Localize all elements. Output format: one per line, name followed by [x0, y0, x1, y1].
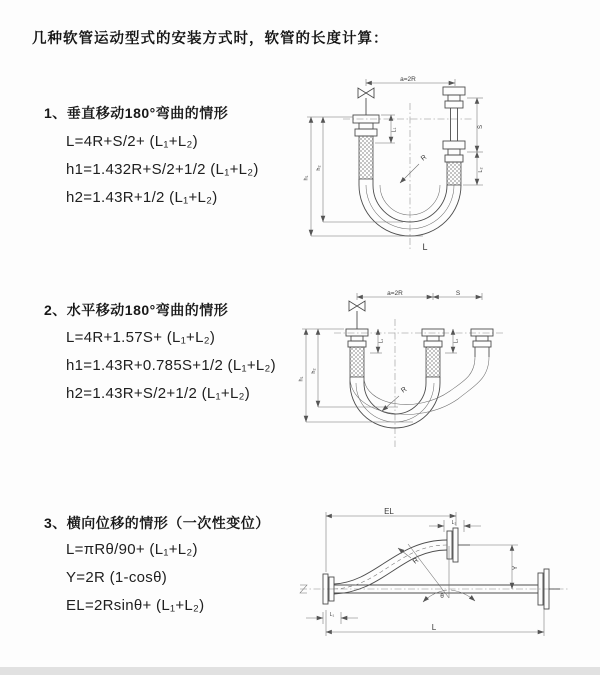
flange-plate [447, 531, 452, 559]
section-2-formula-h1: h1=1.43R+0.785S+1/2 (L₁+L₂) [66, 357, 276, 374]
section-3-formula-L: L=πRθ/90+ (L₁+L₂) [66, 541, 198, 558]
section-1-formula-L: L=4R+S/2+ (L₁+L₂) [66, 133, 198, 150]
dim-label-l2: L₂ [453, 338, 460, 344]
flange-middle [422, 329, 444, 377]
dim-label-y: Y [512, 565, 519, 571]
flange-plate [443, 87, 465, 95]
page-bottom-edge [0, 667, 600, 675]
radius-leader-line [382, 396, 399, 411]
dim-label-h2: h₂ [311, 368, 317, 374]
radius-label: R [400, 386, 409, 395]
flange-left [346, 329, 368, 377]
dim-label-h1: h₁ [298, 376, 305, 382]
dim-label-l1: L₁ [329, 612, 335, 618]
valve-icon [358, 88, 374, 98]
section-1-heading: 1、垂直移动180°弯曲的情形 [44, 105, 229, 121]
dim-label-h2: h₂ [316, 165, 322, 171]
flange-plate [445, 155, 463, 162]
flange-neck [448, 149, 460, 155]
section-2-formula-h2: h2=1.43R+S/2+1/2 (L₁+L₂) [66, 385, 251, 402]
valve-icon [349, 301, 365, 311]
section-3-heading: 3、横向位移的情形（一次性变位） [44, 515, 270, 531]
section-1-formula-h1: h1=1.432R+S/2+1/2 (L₁+L₂) [66, 161, 259, 178]
braided-hose-section [359, 136, 373, 179]
dim-label-a2r: a=2R [400, 76, 416, 83]
flange-plate [453, 528, 458, 562]
section-3-formula-EL: EL=2Rsinθ+ (L₁+L₂) [66, 597, 205, 614]
dim-label-el: EL [384, 507, 394, 516]
hose-centerline [334, 545, 447, 589]
dim-label-h1: h₁ [303, 175, 310, 181]
flange-plate [355, 129, 377, 136]
flange-plate [443, 141, 465, 149]
radius-leader-line [400, 164, 419, 183]
section-1-formula-h2: h2=1.43R+1/2 (L₁+L₂) [66, 189, 218, 206]
flange-neck [359, 123, 373, 129]
hose-curve-lower-wall [334, 550, 447, 594]
angle-arc-arrow [451, 590, 475, 601]
dim-label-a2r: a=2R [387, 290, 403, 297]
flange-plate [445, 101, 463, 108]
dim-label-s: S [478, 124, 484, 130]
angle-label: θ [440, 593, 444, 600]
dim-label-l1: L₁ [378, 338, 385, 344]
braided-hose-section [447, 162, 461, 185]
diagram-lateral-displacement [296, 506, 596, 646]
dim-label-s: S [455, 290, 461, 297]
dim-label-l2: L₂ [478, 167, 484, 173]
flange-neck [448, 95, 460, 101]
section-3-formula-Y: Y=2R (1-cosθ) [66, 569, 168, 586]
section-2-heading: 2、水平移动180°弯曲的情形 [44, 302, 229, 318]
page-title: 几种软管运动型式的安装方式时，软管的长度计算： [32, 31, 389, 47]
length-label: L [431, 623, 437, 632]
diagram-vertical-move-180 [303, 73, 593, 258]
section-2-formula-L: L=4R+1.57S+ (L₁+L₂) [66, 329, 216, 346]
dim-label-l1: L₁ [391, 127, 398, 133]
dim-label-l2: L₂ [451, 520, 457, 526]
hose-curve-displaced-inner [364, 357, 475, 405]
radius-label: R [419, 153, 429, 163]
diagram-horizontal-move-180 [298, 287, 598, 462]
length-label: L [422, 242, 428, 252]
radius-label: R [411, 556, 421, 566]
hose-curve-displaced-outer [350, 357, 489, 414]
